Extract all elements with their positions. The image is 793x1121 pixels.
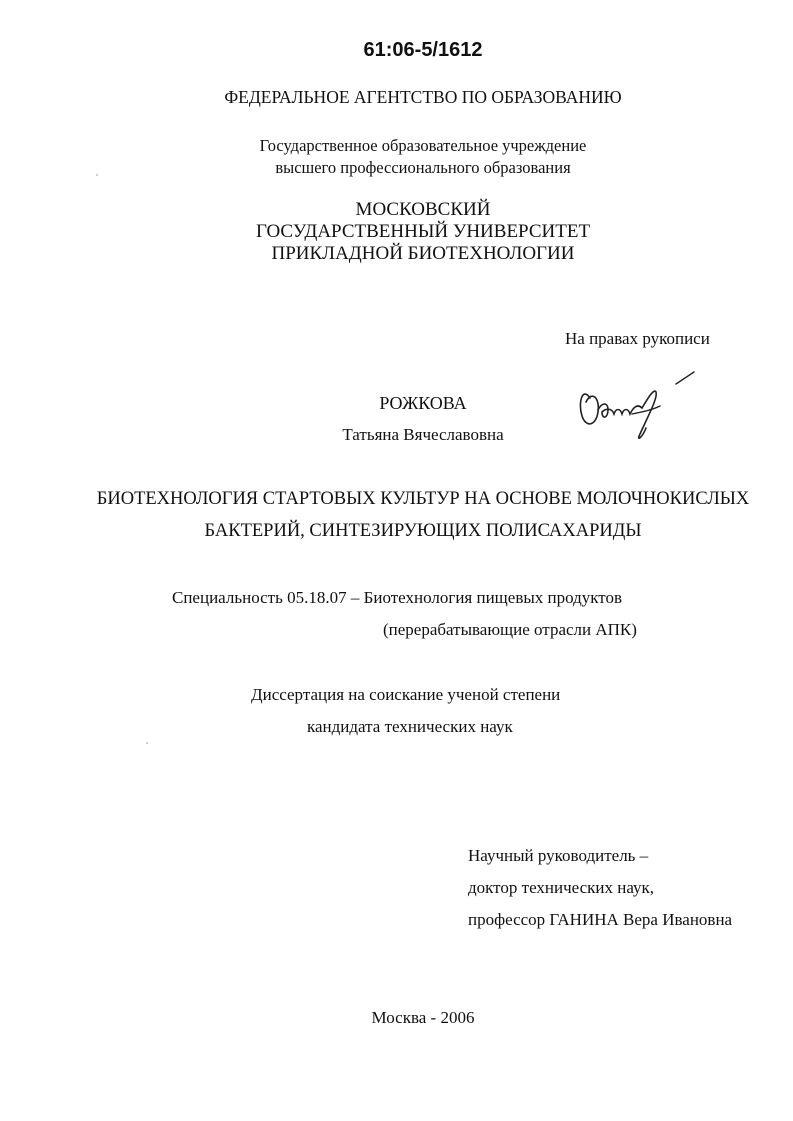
supervisor-line-2: доктор технических наук, [468, 878, 655, 897]
dissertation-line-1: Диссертация на соискание ученой степени [251, 685, 561, 704]
scan-speck [96, 174, 98, 176]
dissertation-line-2: кандидата технических наук [307, 717, 513, 736]
thesis-title-line-1: БИОТЕХНОЛОГИЯ СТАРТОВЫХ КУЛЬТУР НА ОСНОВЕ МОЛОЧНОКИСЛЫХ [96, 489, 750, 509]
city-year: Москва - 2006 [371, 1008, 475, 1027]
author-given-names: Татьяна Вячеславовна [342, 425, 504, 444]
author-surname: РОЖКОВА [379, 393, 467, 413]
university-line-1: МОСКОВСКИЙ [355, 199, 491, 220]
scan-speck [146, 742, 148, 744]
specialty-line-1: Специальность 05.18.07 – Биотехнология пищевых продуктов [172, 588, 623, 607]
supervisor-line-3: профессор ГАНИНА Вера Ивановна [468, 910, 733, 929]
specialty-line-2: (перерабатывающие отрасли АПК) [383, 620, 637, 639]
university-line-3: ПРИКЛАДНОЙ БИОТЕХНОЛОГИИ [271, 243, 575, 264]
agency-name: ФЕДЕРАЛЬНОЕ АГЕНТСТВО ПО ОБРАЗОВАНИЮ [224, 87, 622, 107]
university-line-2: ГОСУДАРСТВЕННЫЙ УНИВЕРСИТЕТ [255, 221, 591, 242]
institution-line-1: Государственное образовательное учреждение [259, 136, 587, 155]
supervisor-line-1: Научный руководитель – [468, 846, 649, 865]
thesis-title-line-2: БАКТЕРИЙ, СИНТЕЗИРУЮЩИХ ПОЛИСАХАРИДЫ [204, 521, 642, 541]
manuscript-note: На правах рукописи [565, 329, 710, 348]
catalog-code: 61:06-5/1612 [363, 39, 483, 61]
institution-line-2: высшего профессионального образования [275, 158, 571, 177]
